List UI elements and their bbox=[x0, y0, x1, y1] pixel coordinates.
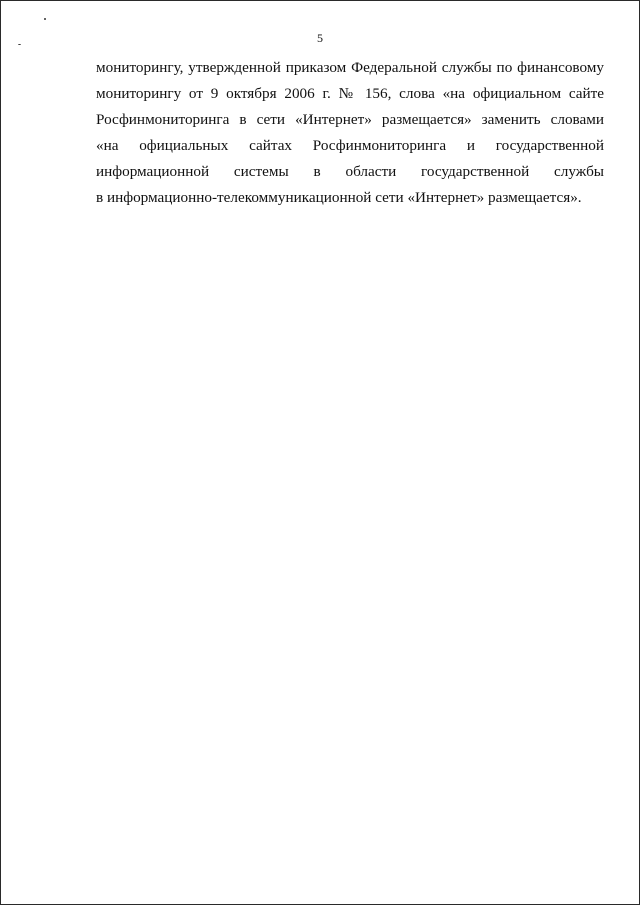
text-line: мониторингу от 9 октября 2006 г. № 156, слова «на официальном сайте bbox=[96, 85, 604, 102]
text-line: «на официальных сайтах Росфинмониторинга и государственной bbox=[96, 137, 604, 154]
body-paragraph bbox=[96, 58, 604, 214]
scan-speck bbox=[44, 18, 46, 20]
text-line: в информационно-телекоммуникационной сети «Интернет» размещается». bbox=[96, 189, 582, 206]
text-line: мониторингу, утвержденной приказом Федеральной службы по финансовому bbox=[96, 59, 604, 76]
text-line: Росфинмониторинга в сети «Интернет» размещается» заменить словами bbox=[96, 111, 604, 128]
page-number: 5 bbox=[317, 31, 323, 45]
text-line: информационной системы в области государственной службы bbox=[96, 163, 604, 180]
